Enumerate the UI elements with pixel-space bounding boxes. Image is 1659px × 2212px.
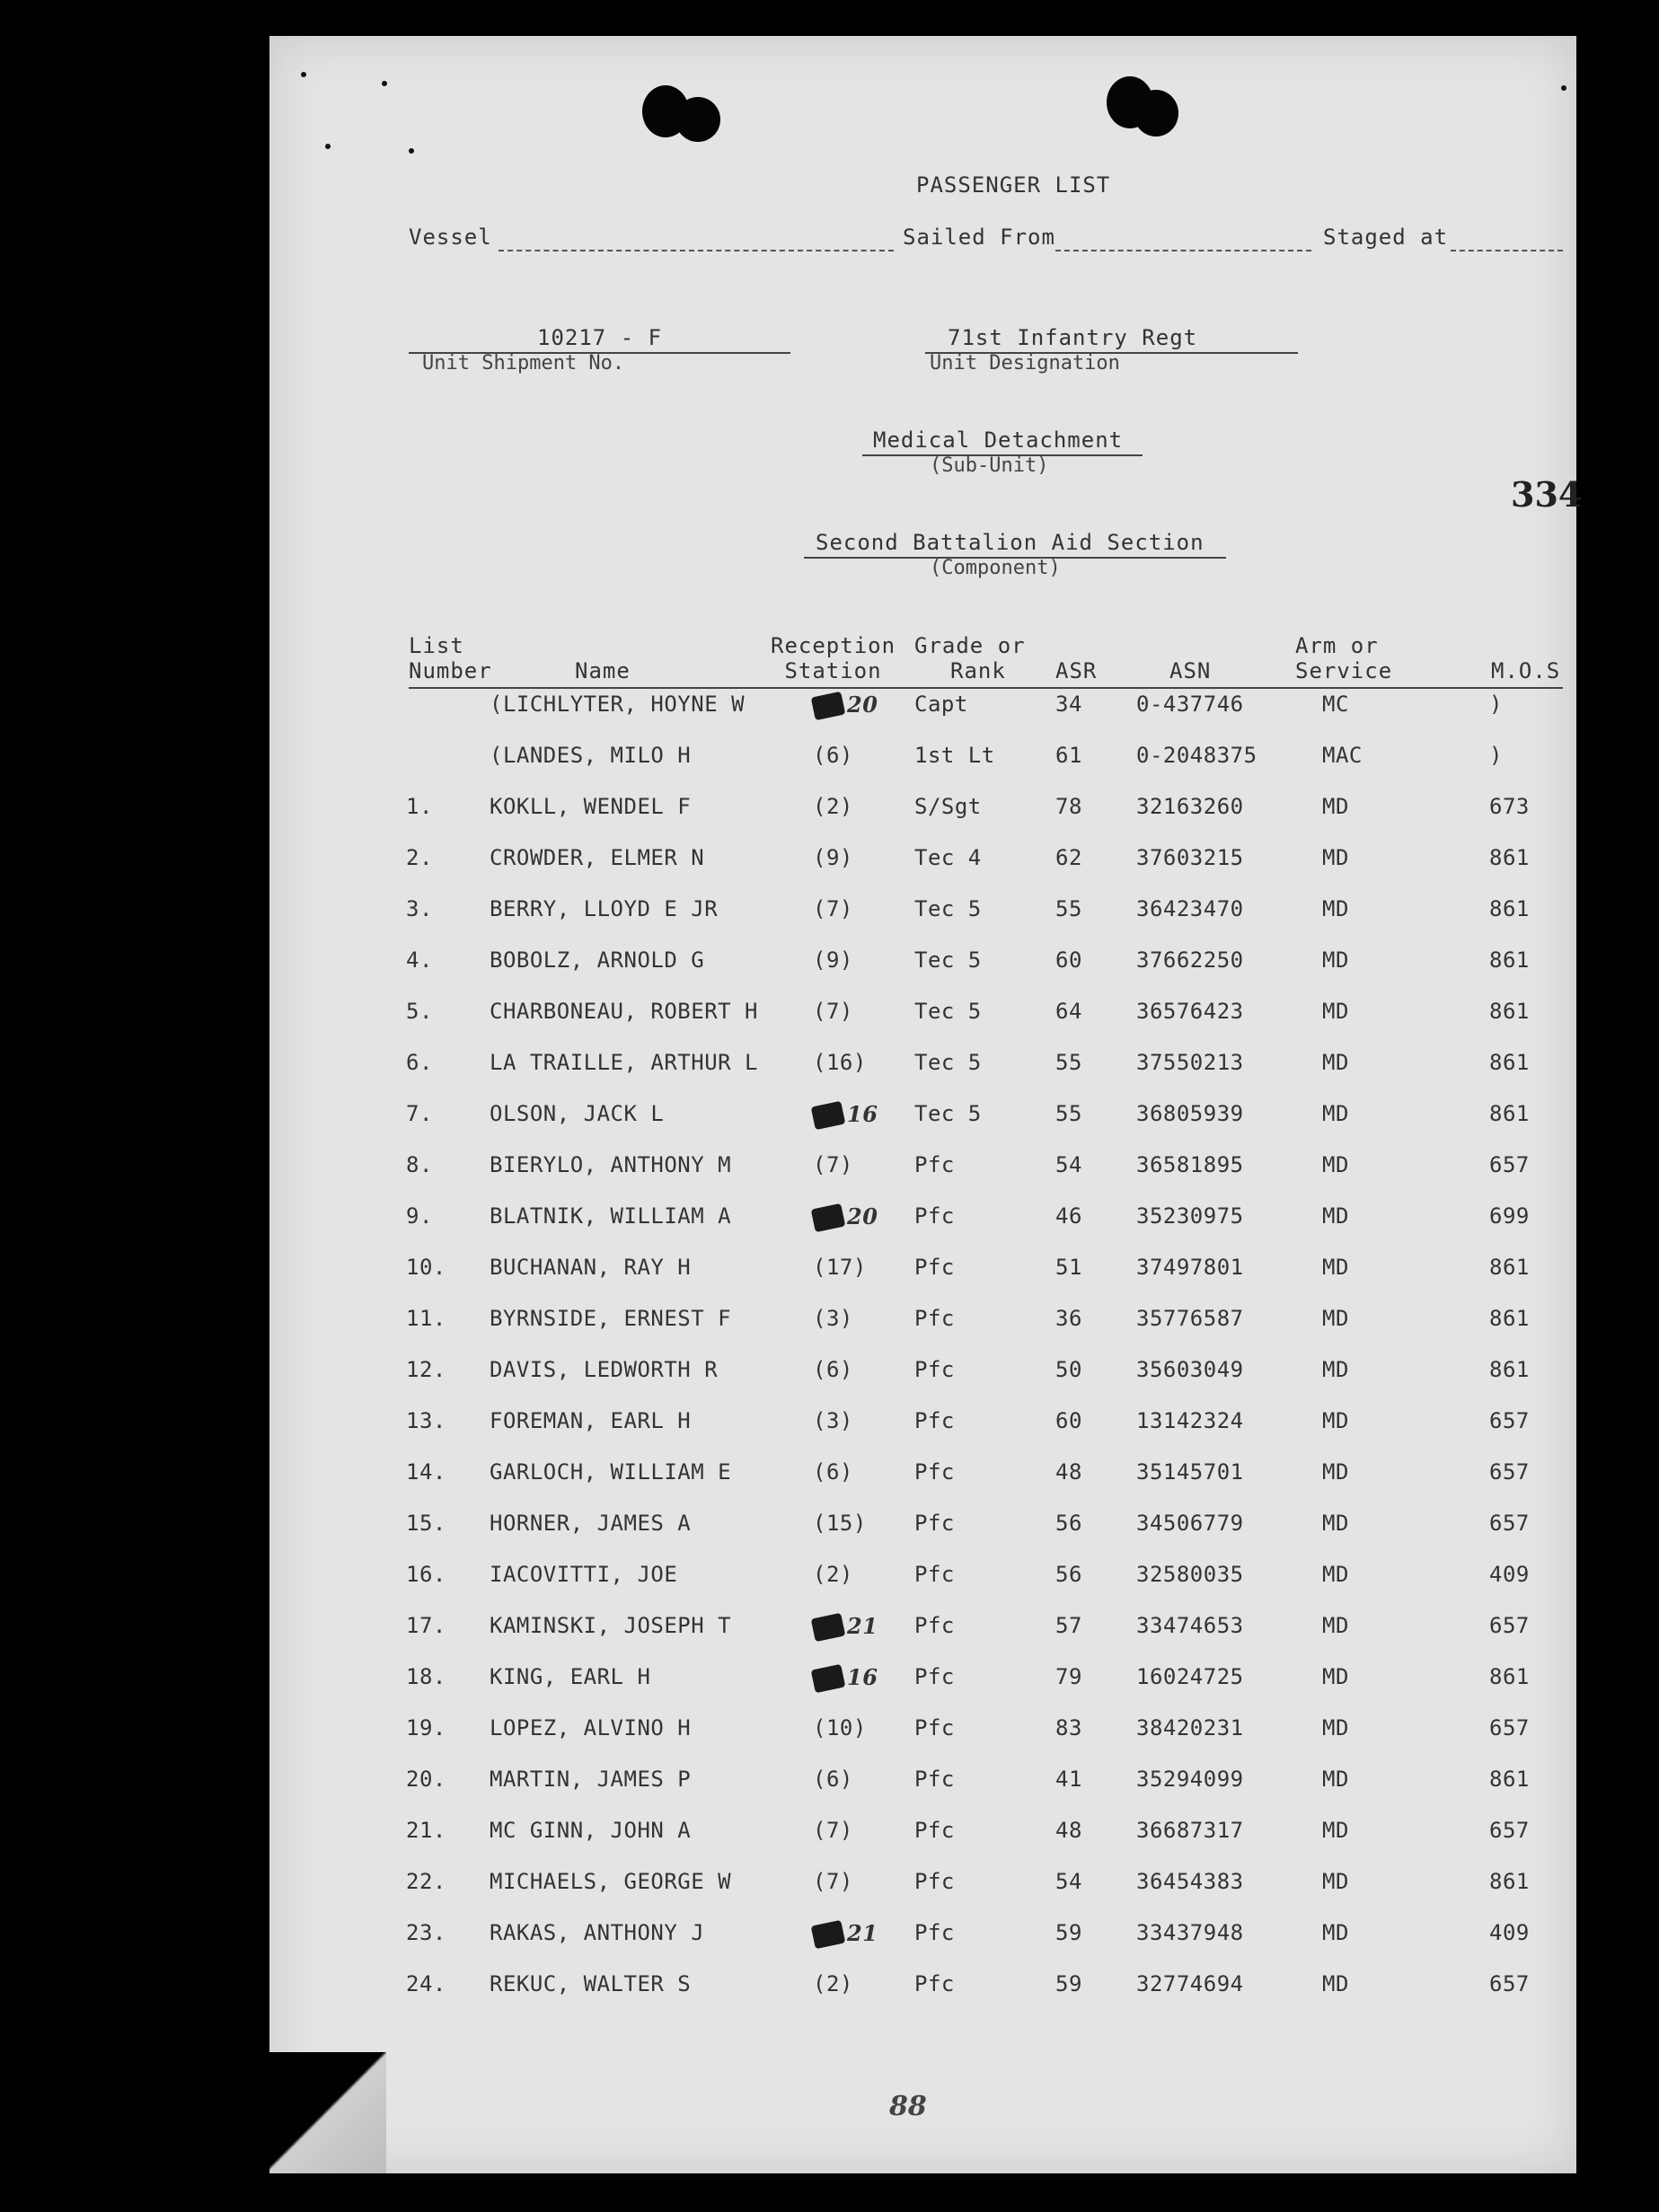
list-number: 16.	[406, 1562, 446, 1587]
passenger-name: HORNER, JAMES A	[490, 1511, 692, 1536]
table-row	[0, 999, 1659, 1050]
arm-service: MD	[1322, 1511, 1349, 1536]
arm-service: MD	[1322, 947, 1349, 973]
passenger-name: (LICHLYTER, HOYNE W	[490, 692, 746, 717]
army-serial-number: 35145701	[1136, 1459, 1244, 1485]
punch-hole-left-2	[675, 97, 720, 142]
list-number: 20.	[406, 1767, 446, 1792]
header-arm-service: Arm or Service	[1295, 633, 1393, 683]
grade-rank: Pfc	[914, 1152, 955, 1177]
mos-code: 657	[1489, 1613, 1530, 1638]
shipment-no-value: 10217 - F	[537, 325, 663, 350]
mos-code: 861	[1489, 1050, 1530, 1075]
header-asr: ASR	[1055, 658, 1098, 683]
grade-rank: Pfc	[914, 1971, 955, 1996]
mos-code: 657	[1489, 1459, 1530, 1485]
table-row	[0, 1715, 1659, 1767]
reception-station: (7)	[813, 999, 853, 1024]
passenger-name: KOKLL, WENDEL F	[490, 794, 692, 819]
component-label: (Component)	[930, 557, 1061, 579]
grade-rank: Pfc	[914, 1408, 955, 1433]
table-row	[0, 743, 1659, 794]
asr-score: 62	[1055, 845, 1082, 870]
army-serial-number: 35603049	[1136, 1357, 1244, 1382]
army-serial-number: 32580035	[1136, 1562, 1244, 1587]
grade-rank: Tec 4	[914, 845, 982, 870]
unit-designation-label: Unit Designation	[930, 352, 1120, 375]
reception-station: (15)	[813, 1511, 867, 1536]
asr-score: 78	[1055, 794, 1082, 819]
asr-score: 59	[1055, 1920, 1082, 1945]
asr-score: 55	[1055, 1101, 1082, 1126]
army-serial-number: 0-437746	[1136, 692, 1244, 717]
arm-service: MAC	[1322, 743, 1363, 768]
arm-service: MD	[1322, 1152, 1349, 1177]
header-name: Name	[575, 658, 631, 683]
speck	[301, 72, 306, 77]
asr-score: 48	[1055, 1459, 1082, 1485]
grade-rank: Pfc	[914, 1920, 955, 1945]
reception-station: (6)	[813, 743, 853, 768]
reception-station-handwritten: 16	[847, 1664, 878, 1690]
army-serial-number: 36805939	[1136, 1101, 1244, 1126]
arm-service: MD	[1322, 896, 1349, 921]
asr-score: 57	[1055, 1613, 1082, 1638]
grade-rank: Capt	[914, 692, 968, 717]
grade-rank: Pfc	[914, 1255, 955, 1280]
passenger-name: IACOVITTI, JOE	[490, 1562, 678, 1587]
arm-service: MD	[1322, 1357, 1349, 1382]
passenger-name: BUCHANAN, RAY H	[490, 1255, 692, 1280]
reception-station	[813, 692, 878, 718]
arm-service: MD	[1322, 1664, 1349, 1689]
asr-score: 34	[1055, 692, 1082, 717]
footer-number: 88	[889, 2091, 927, 2122]
mos-code: 657	[1489, 1152, 1530, 1177]
army-serial-number: 16024725	[1136, 1664, 1244, 1689]
army-serial-number: 37497801	[1136, 1255, 1244, 1280]
ink-stamp-mark	[811, 1101, 846, 1131]
asr-score: 36	[1055, 1306, 1082, 1331]
reception-station: (9)	[813, 947, 853, 973]
passenger-name: BERRY, LLOYD E JR	[490, 896, 719, 921]
mos-code: 861	[1489, 1306, 1530, 1331]
reception-station: (7)	[813, 1818, 853, 1843]
reception-station: (16)	[813, 1050, 867, 1075]
grade-rank: Tec 5	[914, 947, 982, 973]
list-number: 1.	[406, 794, 433, 819]
ink-stamp-mark	[811, 1664, 846, 1694]
staged-at-label: Staged at	[1323, 225, 1449, 250]
mos-code: 861	[1489, 999, 1530, 1024]
passenger-name: BYRNSIDE, ERNEST F	[490, 1306, 732, 1331]
mos-code: 861	[1489, 1101, 1530, 1126]
vessel-label: Vessel	[409, 225, 492, 250]
list-number: 24.	[406, 1971, 446, 1996]
army-serial-number: 36423470	[1136, 896, 1244, 921]
list-number: 22.	[406, 1869, 446, 1894]
arm-service: MD	[1322, 1101, 1349, 1126]
grade-rank: Pfc	[914, 1767, 955, 1792]
army-serial-number: 34506779	[1136, 1511, 1244, 1536]
asr-score: 56	[1055, 1562, 1082, 1587]
asr-score: 51	[1055, 1255, 1082, 1280]
asr-score: 61	[1055, 743, 1082, 768]
speck	[325, 144, 331, 149]
page-number: 334	[1511, 474, 1583, 515]
army-serial-number: 37662250	[1136, 947, 1244, 973]
sub-unit-label: (Sub-Unit)	[930, 454, 1049, 477]
ink-stamp-mark	[811, 1613, 846, 1643]
arm-service: MD	[1322, 1562, 1349, 1587]
passenger-name: FOREMAN, EARL H	[490, 1408, 692, 1433]
grade-rank: Pfc	[914, 1613, 955, 1638]
list-number: 21.	[406, 1818, 446, 1843]
speck	[409, 148, 414, 154]
table-row	[0, 1767, 1659, 1818]
mos-code: 409	[1489, 1920, 1530, 1945]
folded-corner	[269, 2052, 386, 2173]
army-serial-number: 35776587	[1136, 1306, 1244, 1331]
header-mos: M.O.S	[1491, 658, 1561, 683]
army-serial-number: 37550213	[1136, 1050, 1244, 1075]
mos-code: 657	[1489, 1511, 1530, 1536]
table-row	[0, 1050, 1659, 1101]
grade-rank: Pfc	[914, 1459, 955, 1485]
mos-code: 861	[1489, 1357, 1530, 1382]
army-serial-number: 13142324	[1136, 1408, 1244, 1433]
ink-stamp-mark	[811, 692, 846, 721]
table-row	[0, 1408, 1659, 1459]
reception-station: (2)	[813, 1562, 853, 1587]
reception-station: (7)	[813, 1869, 853, 1894]
reception-station-handwritten: 20	[847, 692, 878, 718]
passenger-name: LOPEZ, ALVINO H	[490, 1715, 692, 1741]
arm-service: MD	[1322, 1715, 1349, 1741]
grade-rank: Tec 5	[914, 1101, 982, 1126]
staged-at-line	[1451, 250, 1563, 251]
reception-station: (6)	[813, 1357, 853, 1382]
table-row	[0, 1920, 1659, 1971]
asr-score: 41	[1055, 1767, 1082, 1792]
asr-score: 60	[1055, 1408, 1082, 1433]
passenger-name: BOBOLZ, ARNOLD G	[490, 947, 705, 973]
grade-rank: Tec 5	[914, 999, 982, 1024]
passenger-name: MICHAELS, GEORGE W	[490, 1869, 732, 1894]
list-number: 14.	[406, 1459, 446, 1485]
reception-station: (17)	[813, 1255, 867, 1280]
reception-station: (9)	[813, 845, 853, 870]
mos-code: 861	[1489, 1869, 1530, 1894]
asr-score: 54	[1055, 1869, 1082, 1894]
arm-service: MD	[1322, 1971, 1349, 1996]
list-number: 12.	[406, 1357, 446, 1382]
list-number: 13.	[406, 1408, 446, 1433]
passenger-name: (LANDES, MILO H	[490, 743, 692, 768]
table-row	[0, 1664, 1659, 1715]
passenger-name: DAVIS, LEDWORTH R	[490, 1357, 719, 1382]
table-row	[0, 1971, 1659, 2023]
speck	[382, 81, 387, 86]
table-row	[0, 1255, 1659, 1306]
grade-rank: Pfc	[914, 1869, 955, 1894]
asr-score: 55	[1055, 1050, 1082, 1075]
mos-code: 699	[1489, 1203, 1530, 1229]
arm-service: MC	[1322, 692, 1349, 717]
reception-station	[813, 1613, 878, 1639]
grade-rank: S/Sgt	[914, 794, 982, 819]
passenger-name: BLATNIK, WILLIAM A	[490, 1203, 732, 1229]
list-number: 4.	[406, 947, 433, 973]
grade-rank: 1st Lt	[914, 743, 995, 768]
table-row	[0, 1459, 1659, 1511]
arm-service: MD	[1322, 1869, 1349, 1894]
army-serial-number: 37603215	[1136, 845, 1244, 870]
arm-service: MD	[1322, 1613, 1349, 1638]
table-row	[0, 1152, 1659, 1203]
punch-hole-right-2	[1134, 90, 1178, 137]
asr-score: 50	[1055, 1357, 1082, 1382]
list-number: 2.	[406, 845, 433, 870]
reception-station: (6)	[813, 1459, 853, 1485]
grade-rank: Pfc	[914, 1306, 955, 1331]
unit-designation-value: 71st Infantry Regt	[948, 325, 1198, 350]
mos-code: 657	[1489, 1715, 1530, 1741]
list-number: 23.	[406, 1920, 446, 1945]
asr-score: 60	[1055, 947, 1082, 973]
reception-station: (2)	[813, 1971, 853, 1996]
table-row	[0, 1203, 1659, 1255]
army-serial-number: 32163260	[1136, 794, 1244, 819]
army-serial-number: 33437948	[1136, 1920, 1244, 1945]
reception-station-handwritten: 16	[847, 1101, 878, 1127]
list-number: 9.	[406, 1203, 433, 1229]
army-serial-number: 32774694	[1136, 1971, 1244, 1996]
list-number: 17.	[406, 1613, 446, 1638]
asr-score: 83	[1055, 1715, 1082, 1741]
mos-code: 861	[1489, 1664, 1530, 1689]
list-number: 19.	[406, 1715, 446, 1741]
sub-unit-value: Medical Detachment	[873, 427, 1124, 453]
asr-score: 46	[1055, 1203, 1082, 1229]
vessel-line	[499, 250, 894, 251]
army-serial-number: 38420231	[1136, 1715, 1244, 1741]
component-value: Second Battalion Aid Section	[816, 530, 1205, 555]
passenger-name: BIERYLO, ANTHONY M	[490, 1152, 732, 1177]
arm-service: MD	[1322, 999, 1349, 1024]
passenger-name: OLSON, JACK L	[490, 1101, 665, 1126]
arm-service: MD	[1322, 1459, 1349, 1485]
passenger-name: LA TRAILLE, ARTHUR L	[490, 1050, 758, 1075]
grade-rank: Pfc	[914, 1203, 955, 1229]
table-row	[0, 845, 1659, 896]
arm-service: MD	[1322, 845, 1349, 870]
reception-station: (7)	[813, 1152, 853, 1177]
asr-score: 64	[1055, 999, 1082, 1024]
arm-service: MD	[1322, 794, 1349, 819]
asr-score: 56	[1055, 1511, 1082, 1536]
asr-score: 48	[1055, 1818, 1082, 1843]
asr-score: 55	[1055, 896, 1082, 921]
reception-station-handwritten: 21	[847, 1613, 878, 1639]
reception-station: (6)	[813, 1767, 853, 1792]
grade-rank: Pfc	[914, 1511, 955, 1536]
mos-code: 861	[1489, 1255, 1530, 1280]
sailed-from-label: Sailed From	[903, 225, 1055, 250]
arm-service: MD	[1322, 1203, 1349, 1229]
passenger-name: REKUC, WALTER S	[490, 1971, 692, 1996]
grade-rank: Tec 5	[914, 1050, 982, 1075]
grade-rank: Tec 5	[914, 896, 982, 921]
shipment-no-label: Unit Shipment No.	[422, 352, 625, 375]
grade-rank: Pfc	[914, 1664, 955, 1689]
army-serial-number: 0-2048375	[1136, 743, 1257, 768]
grade-rank: Pfc	[914, 1818, 955, 1843]
reception-station: (7)	[813, 896, 853, 921]
mos-code: 673	[1489, 794, 1530, 819]
header-reception-station: Reception Station	[771, 633, 896, 683]
table-row	[0, 1101, 1659, 1152]
arm-service: MD	[1322, 1767, 1349, 1792]
reception-station: (3)	[813, 1306, 853, 1331]
mos-code: 861	[1489, 947, 1530, 973]
mos-code: 657	[1489, 1408, 1530, 1433]
reception-station-handwritten: 21	[847, 1920, 878, 1946]
passenger-name: CHARBONEAU, ROBERT H	[490, 999, 758, 1024]
list-number: 3.	[406, 896, 433, 921]
table-row	[0, 1306, 1659, 1357]
army-serial-number: 36576423	[1136, 999, 1244, 1024]
reception-station	[813, 1101, 878, 1127]
mos-code: )	[1489, 692, 1503, 717]
asr-score: 59	[1055, 1971, 1082, 1996]
ink-stamp-mark	[811, 1920, 846, 1950]
grade-rank: Pfc	[914, 1357, 955, 1382]
reception-station	[813, 1203, 878, 1229]
table-row	[0, 1818, 1659, 1869]
army-serial-number: 36581895	[1136, 1152, 1244, 1177]
header-rule	[409, 687, 1563, 689]
ink-stamp-mark	[811, 1203, 846, 1233]
grade-rank: Pfc	[914, 1715, 955, 1741]
speck	[1561, 85, 1566, 91]
list-number: 10.	[406, 1255, 446, 1280]
header-grade-rank: Grade or Rank	[914, 633, 1026, 683]
reception-station-handwritten: 20	[847, 1203, 878, 1229]
table-row	[0, 1869, 1659, 1920]
mos-code: 861	[1489, 896, 1530, 921]
list-number: 5.	[406, 999, 433, 1024]
reception-station: (2)	[813, 794, 853, 819]
list-number: 7.	[406, 1101, 433, 1126]
mos-code: 657	[1489, 1971, 1530, 1996]
army-serial-number: 36687317	[1136, 1818, 1244, 1843]
asr-score: 54	[1055, 1152, 1082, 1177]
reception-station: (10)	[813, 1715, 867, 1741]
list-number: 15.	[406, 1511, 446, 1536]
passenger-name: GARLOCH, WILLIAM E	[490, 1459, 732, 1485]
table-row	[0, 794, 1659, 845]
table-row	[0, 1613, 1659, 1664]
passenger-name: CROWDER, ELMER N	[490, 845, 705, 870]
sailed-from-line	[1055, 250, 1311, 251]
passenger-name: KING, EARL H	[490, 1664, 651, 1689]
army-serial-number: 35294099	[1136, 1767, 1244, 1792]
army-serial-number: 33474653	[1136, 1613, 1244, 1638]
table-row	[0, 1511, 1659, 1562]
arm-service: MD	[1322, 1408, 1349, 1433]
mos-code: 657	[1489, 1818, 1530, 1843]
mos-code: 861	[1489, 845, 1530, 870]
passenger-name: MARTIN, JAMES P	[490, 1767, 692, 1792]
arm-service: MD	[1322, 1306, 1349, 1331]
reception-station: (3)	[813, 1408, 853, 1433]
asr-score: 79	[1055, 1664, 1082, 1689]
table-row	[0, 1357, 1659, 1408]
list-number: 6.	[406, 1050, 433, 1075]
list-number: 18.	[406, 1664, 446, 1689]
form-title: PASSENGER LIST	[916, 172, 1111, 198]
mos-code: 861	[1489, 1767, 1530, 1792]
reception-station	[813, 1664, 878, 1690]
passenger-name: MC GINN, JOHN A	[490, 1818, 692, 1843]
arm-service: MD	[1322, 1818, 1349, 1843]
table-row	[0, 692, 1659, 743]
arm-service: MD	[1322, 1920, 1349, 1945]
army-serial-number: 36454383	[1136, 1869, 1244, 1894]
arm-service: MD	[1322, 1050, 1349, 1075]
mos-code: 409	[1489, 1562, 1530, 1587]
list-number: 8.	[406, 1152, 433, 1177]
table-row	[0, 896, 1659, 947]
header-asn: ASN	[1169, 658, 1212, 683]
list-number: 11.	[406, 1306, 446, 1331]
table-row	[0, 1562, 1659, 1613]
arm-service: MD	[1322, 1255, 1349, 1280]
header-list-number: List Number	[409, 633, 492, 683]
grade-rank: Pfc	[914, 1562, 955, 1587]
mos-code: )	[1489, 743, 1503, 768]
passenger-name: KAMINSKI, JOSEPH T	[490, 1613, 732, 1638]
reception-station	[813, 1920, 878, 1946]
passenger-name: RAKAS, ANTHONY J	[490, 1920, 705, 1945]
army-serial-number: 35230975	[1136, 1203, 1244, 1229]
table-row	[0, 947, 1659, 999]
